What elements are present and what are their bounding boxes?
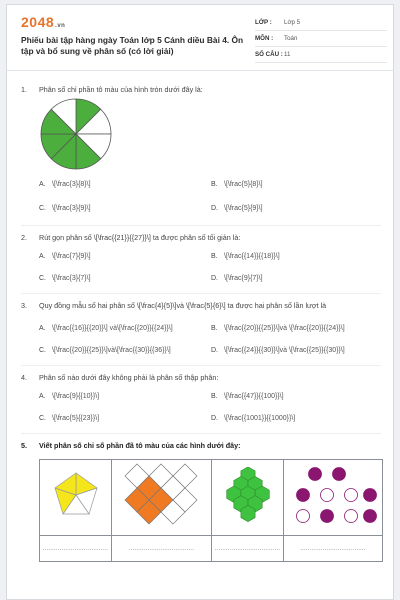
option-key: A. bbox=[39, 393, 46, 400]
shaded-pentagon-figure bbox=[51, 470, 101, 520]
option-text: \[\frac{{47}}{{100}}\] bbox=[224, 393, 284, 400]
logo-text: 2048 bbox=[21, 14, 55, 30]
question-2 bbox=[21, 233, 240, 242]
question-text: Phân số chỉ phần tô màu của hình tròn dưới đây là: bbox=[39, 85, 203, 94]
meta-value: Lớp 5 bbox=[284, 19, 301, 26]
answer-blank[interactable]: ................................... bbox=[40, 536, 112, 562]
option-text: \[\frac{7}{9}\] bbox=[52, 253, 91, 260]
divider bbox=[21, 293, 381, 294]
logo-suffix: .vn bbox=[55, 23, 66, 29]
circle-shaded bbox=[309, 468, 322, 481]
option-text: \[\frac{5}{{23}}\] bbox=[52, 415, 100, 422]
shaded-diamonds-figure bbox=[117, 462, 207, 528]
option-1a[interactable] bbox=[39, 181, 91, 188]
option-key: D. bbox=[211, 275, 218, 282]
option-3d[interactable] bbox=[211, 347, 345, 354]
meta-label: SỐ CÂU : bbox=[255, 51, 283, 58]
meta-value: Toán bbox=[284, 35, 298, 42]
question-number: 4. bbox=[21, 373, 27, 382]
question-1 bbox=[21, 85, 203, 94]
option-key: C. bbox=[39, 205, 46, 212]
figure-cell-circles bbox=[284, 460, 383, 536]
option-text: \[\frac{3}{8}\] bbox=[52, 181, 91, 188]
option-3b[interactable] bbox=[211, 325, 345, 332]
option-text: \[\frac{{14}}{{18}}\] bbox=[224, 253, 280, 260]
answer-blank[interactable]: ................................... bbox=[212, 536, 284, 562]
option-key: B. bbox=[211, 393, 218, 400]
option-key: D. bbox=[211, 205, 218, 212]
question-text: Quy đồng mẫu số hai phân số \[\frac{4}{5}\]và \[\frac{5}{6}\] ta được hai phân số lần lượt là bbox=[39, 301, 327, 310]
option-text: \[\frac{{1001}}{{1000}}\] bbox=[224, 415, 296, 422]
option-4a[interactable] bbox=[39, 393, 99, 400]
option-1d[interactable] bbox=[211, 205, 263, 212]
meta-label: MÔN : bbox=[255, 35, 274, 42]
meta-label: LỚP : bbox=[255, 19, 272, 26]
option-2b[interactable] bbox=[211, 253, 280, 260]
worksheet bbox=[6, 4, 394, 600]
question-number: 1. bbox=[21, 85, 27, 94]
meta-row-class bbox=[255, 15, 387, 31]
option-text: \[\frac{{20}}{{25}}\]và \[\frac{{20}}{{24}}\] bbox=[224, 325, 345, 332]
shaded-circle-figure bbox=[39, 97, 113, 171]
worksheet-title: Phiếu bài tập hàng ngày Toán lớp 5 Cánh diều Bài 4. Ôn tập và bổ sung về phân số (có lời giải) bbox=[21, 35, 244, 56]
option-2d[interactable] bbox=[211, 275, 263, 282]
option-4c[interactable] bbox=[39, 415, 99, 422]
option-key: C. bbox=[39, 347, 46, 354]
meta-value: 11 bbox=[284, 51, 291, 58]
meta-row-subject bbox=[255, 31, 387, 47]
circle-blank bbox=[297, 510, 310, 523]
option-text: \[\frac{{16}}{{20}}\] và\[\frac{{20}}{{24}}\] bbox=[52, 325, 173, 332]
option-key: A. bbox=[39, 181, 46, 188]
circle-shaded bbox=[333, 468, 346, 481]
option-2a[interactable] bbox=[39, 253, 91, 260]
option-4b[interactable] bbox=[211, 393, 284, 400]
option-text: \[\frac{{20}}{{25}}\]và\[\frac{{30}}{{36}}\] bbox=[52, 347, 171, 354]
divider bbox=[21, 365, 381, 366]
option-key: C. bbox=[39, 275, 46, 282]
figure-cell-diamonds bbox=[112, 460, 212, 536]
option-text: \[\frac{3}{9}\] bbox=[52, 205, 91, 212]
option-key: D. bbox=[211, 415, 218, 422]
option-text: \[\frac{5}{9}\] bbox=[224, 205, 263, 212]
question-number: 2. bbox=[21, 233, 27, 242]
shaded-circles-figure bbox=[288, 466, 378, 524]
divider bbox=[21, 433, 381, 434]
option-key: A. bbox=[39, 253, 46, 260]
option-1b[interactable] bbox=[211, 181, 263, 188]
question-text: Phân số nào dưới đây không phải là phân số thập phân: bbox=[39, 373, 219, 382]
circle-shaded bbox=[364, 510, 377, 523]
option-text: \[\frac{9}{7}\] bbox=[224, 275, 263, 282]
option-key: D. bbox=[211, 347, 218, 354]
question-number: 5. bbox=[21, 441, 27, 450]
option-text: \[\frac{9}{{10}}\] bbox=[52, 393, 100, 400]
option-key: A. bbox=[39, 325, 46, 332]
circle-blank bbox=[345, 489, 358, 502]
option-4d[interactable] bbox=[211, 415, 295, 422]
circle-blank bbox=[321, 489, 334, 502]
option-key: C. bbox=[39, 415, 46, 422]
question-text: Viết phân số chỉ số phần đã tô màu của các hình dưới đây: bbox=[39, 441, 241, 450]
option-1c[interactable] bbox=[39, 205, 91, 212]
option-key: B. bbox=[211, 181, 218, 188]
option-3a[interactable] bbox=[39, 325, 173, 332]
divider bbox=[21, 225, 381, 226]
circle-shaded bbox=[364, 489, 377, 502]
question-3 bbox=[21, 301, 326, 310]
option-text: \[\frac{{24}}{{30}}\]và \[\frac{{25}}{{30}}\] bbox=[224, 347, 345, 354]
answer-blank[interactable]: ................................... bbox=[284, 536, 383, 562]
question-number: 3. bbox=[21, 301, 27, 310]
site-logo[interactable] bbox=[21, 14, 65, 30]
option-3c[interactable] bbox=[39, 347, 171, 354]
option-text: \[\frac{5}{8}\] bbox=[224, 181, 263, 188]
hexagon-grid bbox=[226, 467, 269, 522]
option-key: B. bbox=[211, 253, 218, 260]
circle-blank bbox=[345, 510, 358, 523]
meta-row-count bbox=[255, 47, 387, 63]
figure-cell-hexagons bbox=[212, 460, 284, 536]
option-key: B. bbox=[211, 325, 218, 332]
circle-shaded bbox=[321, 510, 334, 523]
worksheet-header bbox=[7, 5, 393, 71]
figure-cell-pentagon bbox=[40, 460, 112, 536]
figures-table bbox=[39, 459, 383, 562]
shaded-hexagons-figure bbox=[221, 467, 275, 523]
question-text: Rút gọn phân số \[\frac{{21}}{{27}}\] ta được phân số tối giản là: bbox=[39, 233, 241, 242]
option-text: \[\frac{3}{7}\] bbox=[52, 275, 91, 282]
circle-shaded bbox=[297, 489, 310, 502]
question-4 bbox=[21, 373, 218, 382]
answer-blank[interactable]: ................................... bbox=[112, 536, 212, 562]
option-2c[interactable] bbox=[39, 275, 91, 282]
meta-table bbox=[255, 15, 387, 63]
question-5 bbox=[21, 441, 241, 450]
